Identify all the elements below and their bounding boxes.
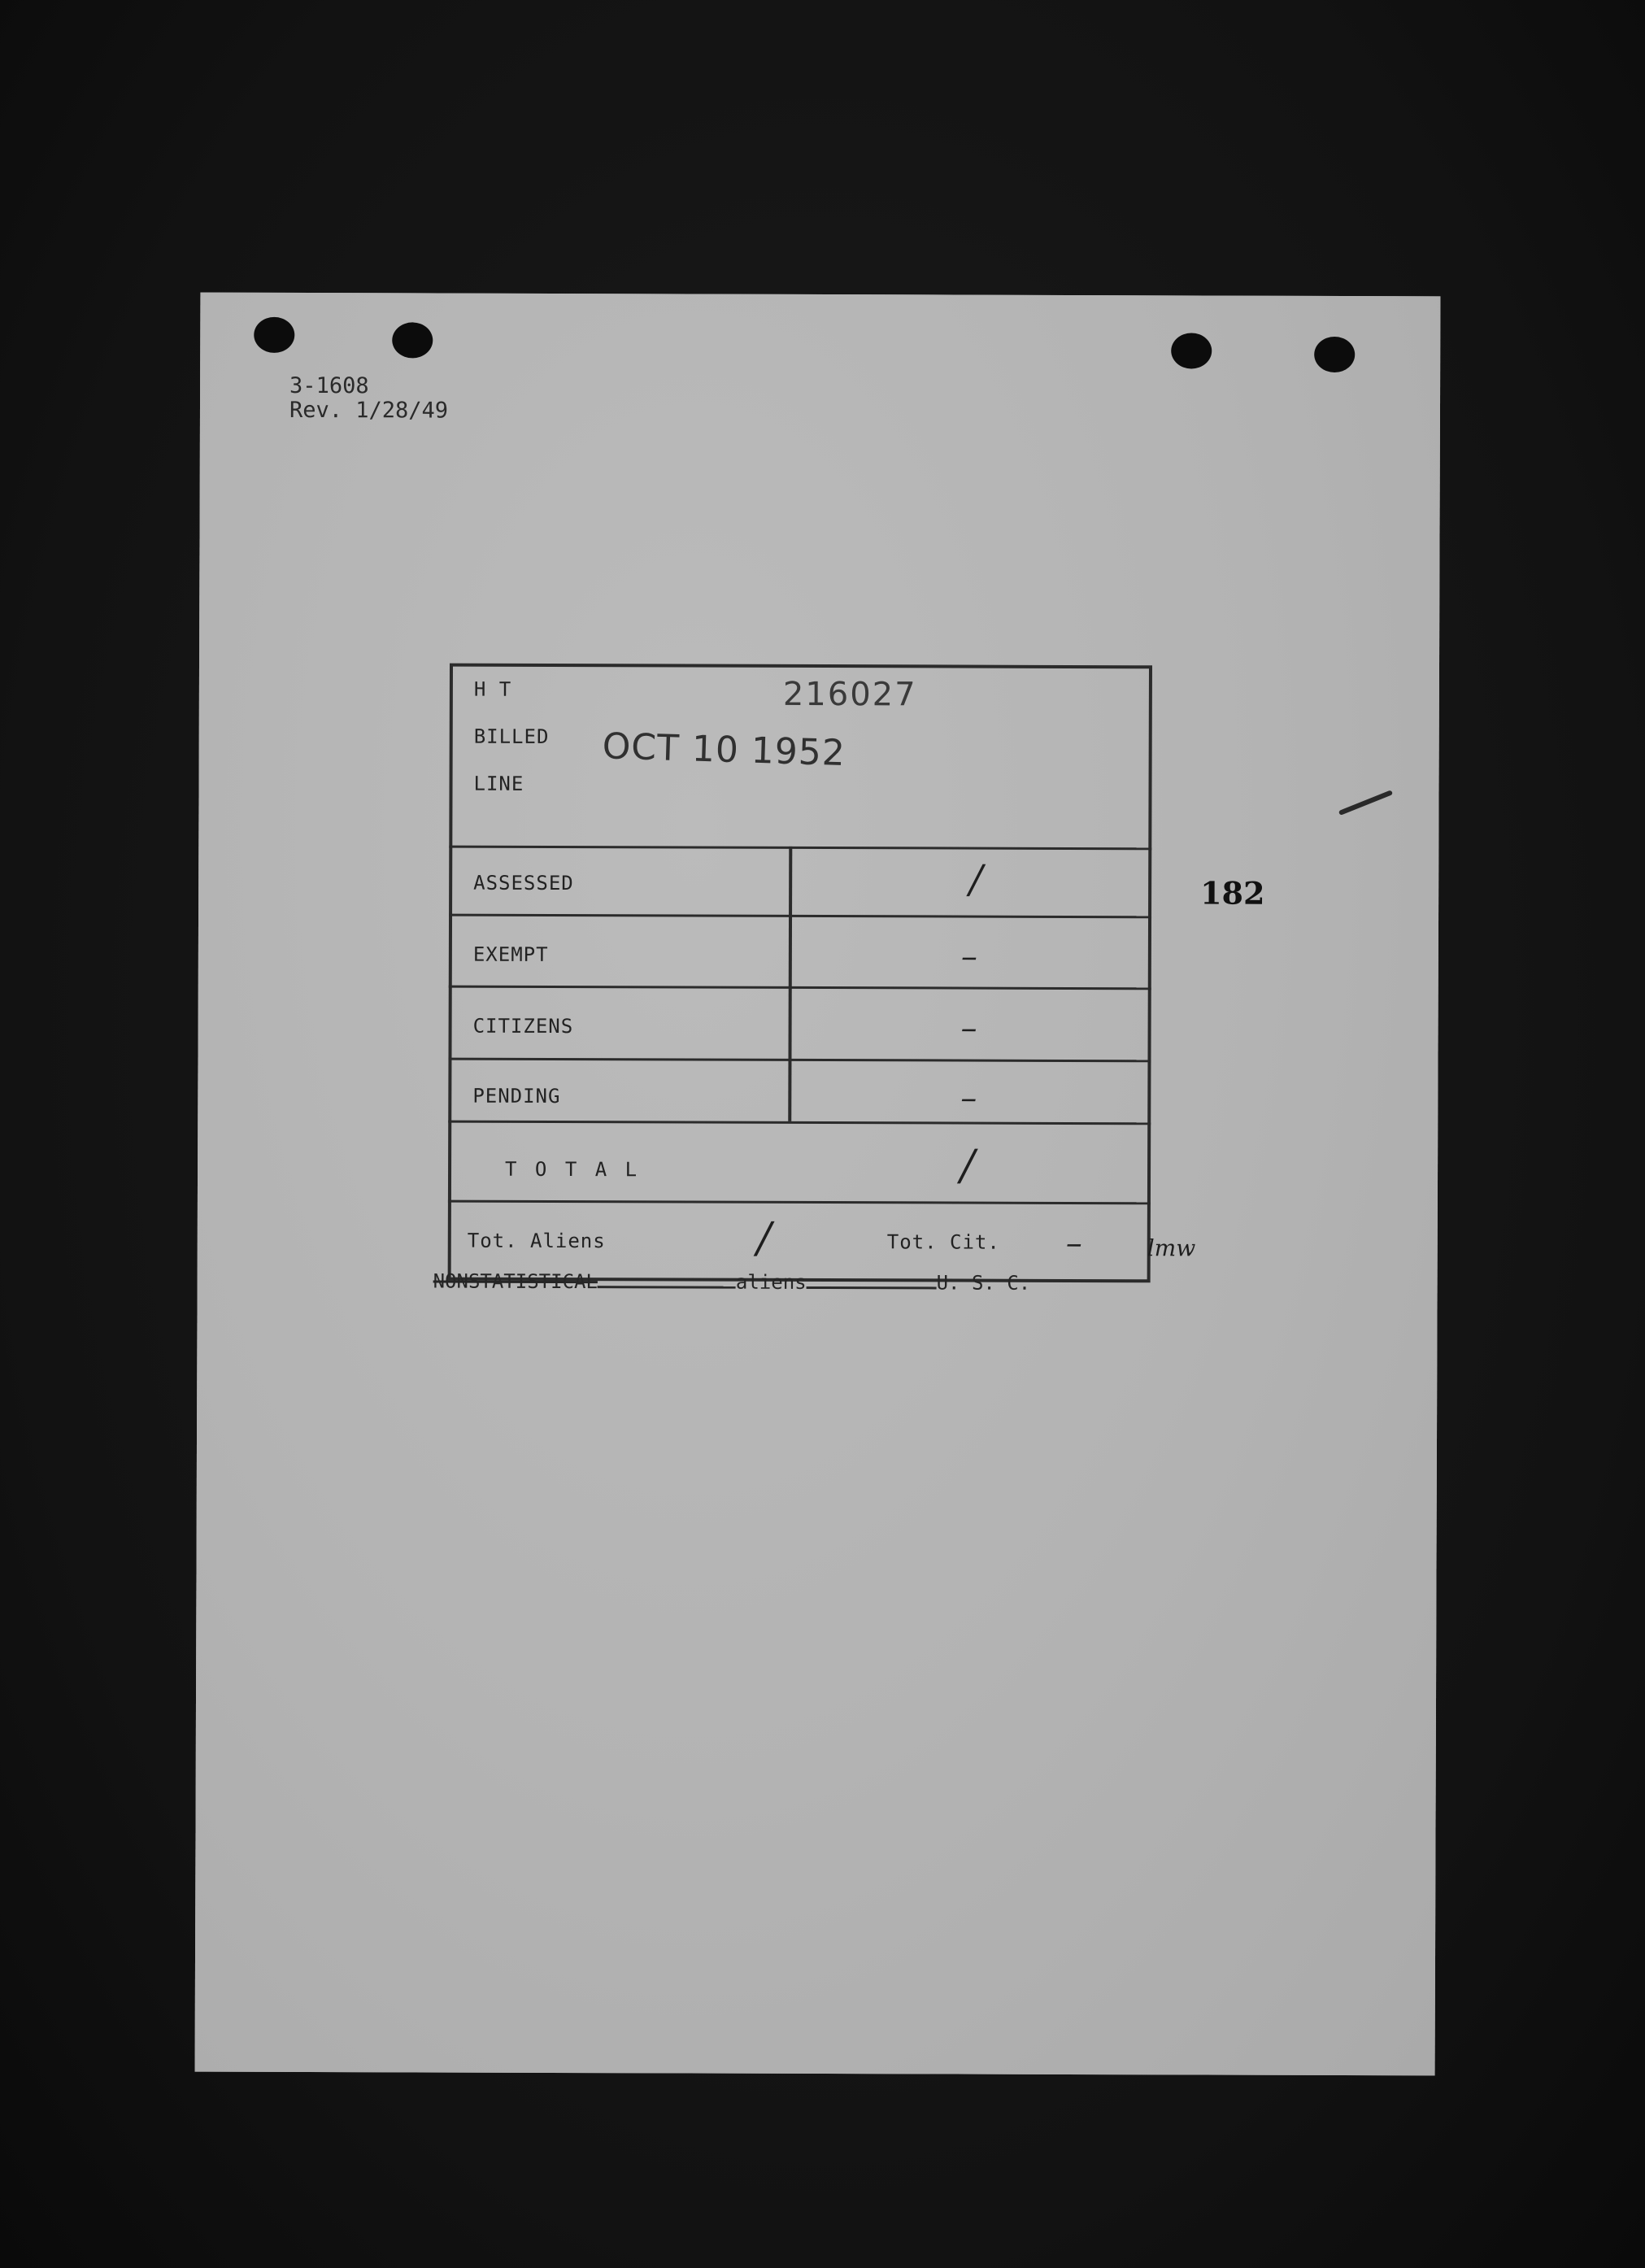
total-value: / (960, 1141, 975, 1191)
form-number: 3-1608 (289, 372, 369, 399)
statistical-footer (433, 1269, 1031, 1295)
citizens-value: – (960, 1009, 977, 1047)
pencil-mark (1338, 790, 1393, 816)
nonstatistical-label: NONSTATISTICAL (433, 1269, 598, 1294)
serial-number: 216027 (782, 675, 917, 714)
billed-date-stamp: OCT 10 1952 (601, 725, 846, 775)
document-sheet (195, 293, 1441, 2076)
form-revision: Rev. 1/28/49 (289, 397, 449, 424)
blank-field (807, 1270, 937, 1290)
punch-hole (392, 322, 433, 358)
punch-hole (1171, 333, 1212, 368)
blank-field (598, 1269, 736, 1289)
exempt-label: EXEMPT (472, 942, 549, 966)
tot-aliens-value: / (756, 1213, 772, 1263)
form-identifier (289, 374, 448, 424)
pending-value: – (960, 1079, 977, 1117)
usc-label: U. S. C. (936, 1271, 1031, 1295)
ht-label: H T (473, 677, 512, 701)
assessed-label: ASSESSED (473, 871, 574, 895)
punch-hole (254, 317, 294, 353)
total-label: T O T A L (505, 1157, 641, 1182)
billing-stamp (448, 664, 1196, 1280)
clerk-initials: lmw (1147, 1234, 1196, 1262)
pending-label: PENDING (472, 1084, 561, 1108)
aliens-label: aliens (735, 1270, 807, 1294)
citizens-label: CITIZENS (472, 1014, 574, 1038)
tot-cit-label: Tot. Cit. (886, 1230, 1000, 1254)
billed-label: BILLED (473, 725, 550, 748)
tot-aliens-label: Tot. Aliens (467, 1229, 606, 1253)
line-label: LINE (473, 772, 524, 795)
page-number: 182 (1200, 874, 1265, 912)
punch-hole (1314, 337, 1355, 372)
exempt-value: – (960, 938, 977, 976)
assessed-value: / (969, 856, 983, 903)
tot-cit-value: – (1065, 1224, 1082, 1263)
